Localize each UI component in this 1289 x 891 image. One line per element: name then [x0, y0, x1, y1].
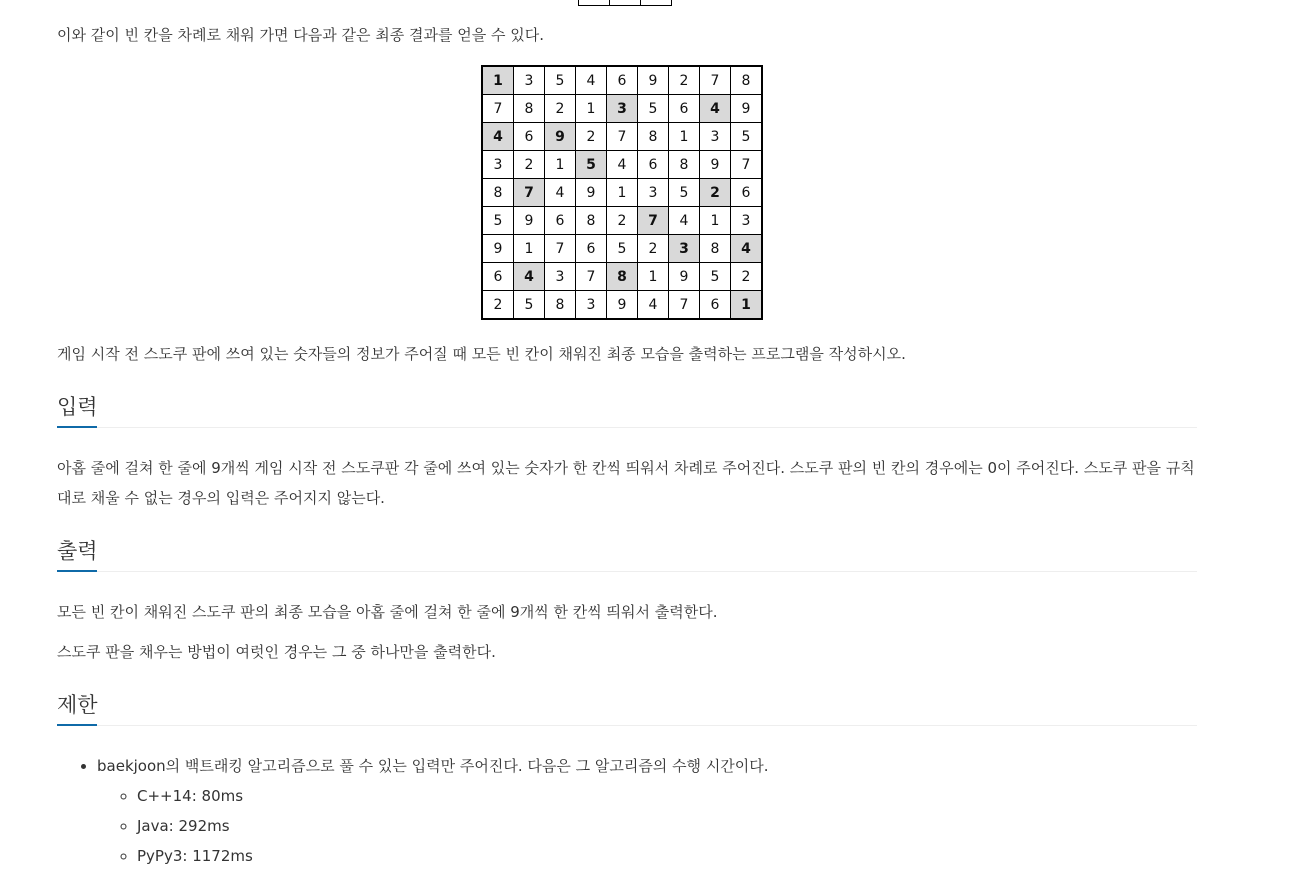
sudoku-cell: 5 [607, 235, 638, 263]
sudoku-cell: 9 [731, 95, 763, 123]
sudoku-given-cell: 4 [482, 123, 514, 151]
sudoku-table [481, 65, 763, 320]
sudoku-given-cell: 9 [545, 123, 576, 151]
sudoku-cell: 8 [638, 123, 669, 151]
sudoku-cell: 7 [731, 151, 763, 179]
sudoku-cell: 3 [482, 151, 514, 179]
heading-accent [57, 426, 97, 428]
sudoku-cell: 8 [545, 291, 576, 320]
sudoku-cell: 4 [576, 66, 607, 95]
sudoku-cell: 2 [576, 123, 607, 151]
sudoku-cell: 6 [545, 207, 576, 235]
sudoku-given-cell: 3 [669, 235, 700, 263]
sudoku-cell: 2 [514, 151, 545, 179]
sudoku-row [482, 123, 762, 151]
sudoku-given-cell: 2 [700, 179, 731, 207]
sudoku-cell: 6 [576, 235, 607, 263]
intro-text: 이와 같이 빈 칸을 차례로 채워 가면 다음과 같은 최종 결과를 얻을 수 있다. [57, 26, 544, 44]
sudoku-cell: 3 [638, 179, 669, 207]
output-heading: 출력 [57, 539, 98, 563]
sudoku-cell: 5 [669, 179, 700, 207]
sudoku-given-cell: 3 [607, 95, 638, 123]
sudoku-cell: 8 [514, 95, 545, 123]
sudoku-cell: 9 [638, 66, 669, 95]
grid-fragment-cell [609, 0, 641, 6]
sudoku-row [482, 179, 762, 207]
sudoku-cell: 8 [576, 207, 607, 235]
input-heading-rule [57, 427, 1197, 428]
sudoku-cell: 8 [669, 151, 700, 179]
sudoku-given-cell: 5 [576, 151, 607, 179]
limit-item [97, 751, 769, 871]
sudoku-cell: 9 [700, 151, 731, 179]
sudoku-cell: 2 [482, 291, 514, 320]
sudoku-cell: 4 [669, 207, 700, 235]
sudoku-cell: 5 [514, 291, 545, 320]
sudoku-cell: 1 [576, 95, 607, 123]
sudoku-cell: 6 [514, 123, 545, 151]
sudoku-cell: 5 [700, 263, 731, 291]
sudoku-cell: 2 [545, 95, 576, 123]
sudoku-cell: 5 [482, 207, 514, 235]
output-text-1: 모든 빈 칸이 채워진 스도쿠 판의 최종 모습을 아홉 줄에 걸쳐 한 줄에 9개씩 한 칸씩 띄워서 출력한다. [57, 603, 718, 621]
sudoku-row [482, 95, 762, 123]
limit-list [57, 751, 769, 871]
sudoku-cell: 9 [514, 207, 545, 235]
sudoku-cell: 1 [669, 123, 700, 151]
sudoku-given-cell: 4 [514, 263, 545, 291]
sudoku-cell: 9 [607, 291, 638, 320]
sudoku-cell: 1 [545, 151, 576, 179]
grid-fragment-cell [578, 0, 610, 6]
sudoku-cell: 7 [482, 95, 514, 123]
sudoku-cell: 5 [731, 123, 763, 151]
sudoku-cell: 5 [638, 95, 669, 123]
sudoku-cell: 5 [545, 66, 576, 95]
sudoku-cell: 4 [638, 291, 669, 320]
time-item: ◦ Java: 292ms [137, 811, 769, 841]
sudoku-cell: 7 [576, 263, 607, 291]
sudoku-cell: 3 [576, 291, 607, 320]
task-text: 게임 시작 전 스도쿠 판에 쓰여 있는 숫자들의 정보가 주어질 때 모든 빈 칸이 채워진 최종 모습을 출력하는 프로그램을 작성하시오. [57, 345, 906, 363]
sudoku-cell: 6 [669, 95, 700, 123]
output-heading-rule [57, 571, 1197, 572]
sudoku-given-cell: 4 [700, 95, 731, 123]
sudoku-cell: 6 [731, 179, 763, 207]
sudoku-cell: 8 [731, 66, 763, 95]
sudoku-given-cell: 7 [514, 179, 545, 207]
limit-item-text: baekjoon의 백트래킹 알고리즘으로 풀 수 있는 입력만 주어진다. 다음은 그 알고리즘의 수행 시간이다. [97, 757, 769, 775]
grid-fragment-cell [640, 0, 672, 6]
limit-heading-rule [57, 725, 1197, 726]
sudoku-cell: 2 [669, 66, 700, 95]
sudoku-cell: 3 [514, 66, 545, 95]
sudoku-row [482, 151, 762, 179]
sudoku-cell: 1 [607, 179, 638, 207]
sudoku-row [482, 66, 762, 95]
sudoku-cell: 9 [482, 235, 514, 263]
sudoku-cell: 9 [669, 263, 700, 291]
sudoku-cell: 7 [545, 235, 576, 263]
time-item: ◦ PyPy3: 1172ms [137, 841, 769, 871]
heading-accent [57, 724, 97, 726]
previous-grid-fragment [578, 0, 674, 7]
sudoku-cell: 1 [700, 207, 731, 235]
sudoku-cell: 2 [731, 263, 763, 291]
sudoku-given-cell: 8 [607, 263, 638, 291]
sudoku-given-cell: 4 [731, 235, 763, 263]
sudoku-cell: 9 [576, 179, 607, 207]
sudoku-given-cell: 7 [638, 207, 669, 235]
sudoku-cell: 6 [607, 66, 638, 95]
sudoku-cell: 2 [607, 207, 638, 235]
sudoku-cell: 8 [482, 179, 514, 207]
sudoku-cell: 2 [638, 235, 669, 263]
heading-accent [57, 570, 97, 572]
sudoku-cell: 3 [545, 263, 576, 291]
sudoku-solution-grid [481, 65, 763, 320]
sudoku-cell: 3 [731, 207, 763, 235]
input-text: 아홉 줄에 걸쳐 한 줄에 9개씩 게임 시작 전 스도쿠판 각 줄에 쓰여 있는 숫자가 한 칸씩 띄워서 차례로 주어진다. 스도쿠 판의 빈 칸의 경우에는 0이 주어진다. 스도쿠 판을 규칙대로 채울 수 없는 경우의 입력은 주어지지 않는다. [57, 459, 1195, 507]
sudoku-cell: 6 [638, 151, 669, 179]
output-text-2: 스도쿠 판을 채우는 방법이 여럿인 경우는 그 중 하나만을 출력한다. [57, 643, 496, 661]
time-item: ◦ C++14: 80ms [137, 781, 769, 811]
limit-heading: 제한 [57, 693, 98, 717]
sudoku-cell: 7 [669, 291, 700, 320]
sudoku-cell: 4 [545, 179, 576, 207]
sudoku-cell: 8 [700, 235, 731, 263]
sudoku-given-cell: 1 [482, 66, 514, 95]
sudoku-cell: 7 [700, 66, 731, 95]
sudoku-cell: 6 [700, 291, 731, 320]
sudoku-row [482, 291, 762, 320]
sudoku-cell: 1 [514, 235, 545, 263]
sudoku-row [482, 235, 762, 263]
sudoku-cell: 7 [607, 123, 638, 151]
sudoku-cell: 4 [607, 151, 638, 179]
input-heading: 입력 [57, 395, 98, 419]
sudoku-cell: 3 [700, 123, 731, 151]
sudoku-cell: 1 [638, 263, 669, 291]
sudoku-row [482, 263, 762, 291]
time-list [97, 781, 769, 871]
sudoku-row [482, 207, 762, 235]
sudoku-given-cell: 1 [731, 291, 763, 320]
sudoku-cell: 6 [482, 263, 514, 291]
